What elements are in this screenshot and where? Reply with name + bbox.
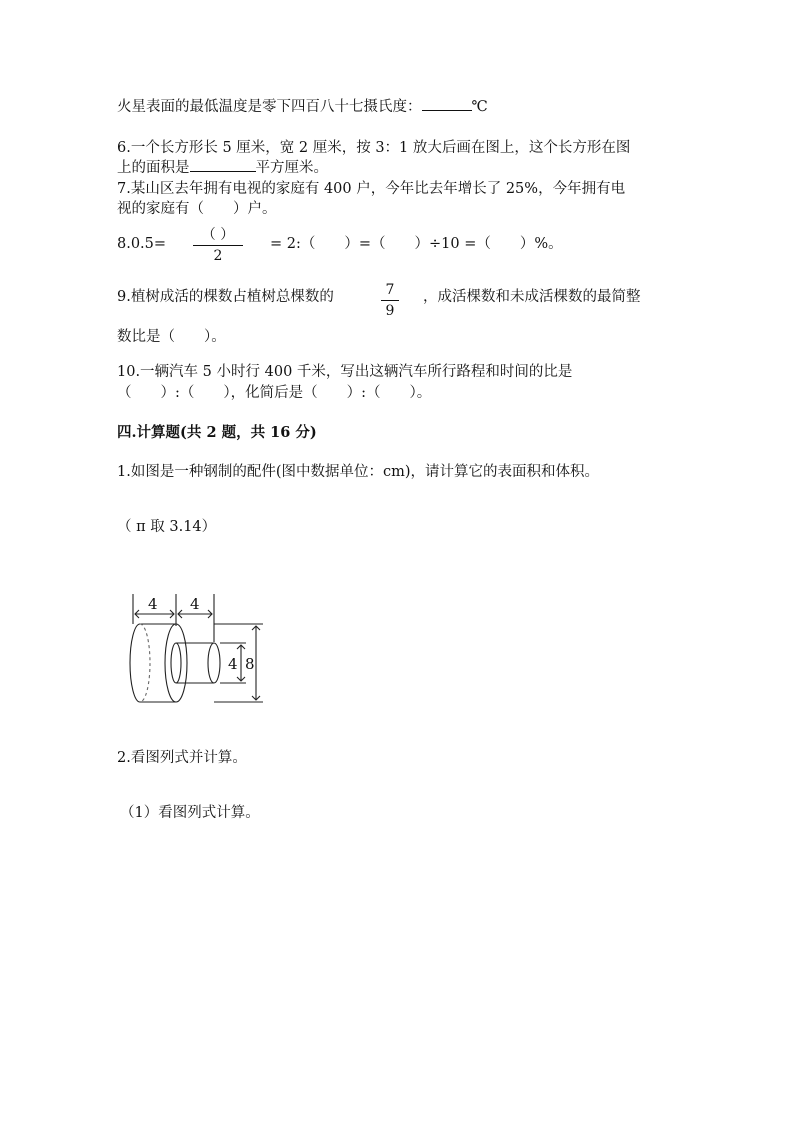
fig-label-len2: 4 <box>190 595 200 613</box>
q7-line1: 7.某山区去年拥有电视的家庭有 400 户，今年比去年增长了 25%，今年拥有电 <box>117 181 626 197</box>
q9-frac-num: 7 <box>385 282 395 298</box>
q9-frac-den: 9 <box>385 303 395 319</box>
q9-post: ，成活棵数和未成活棵数的最简整 <box>423 289 641 305</box>
steel-part-figure <box>118 590 268 705</box>
q6-answer-blank[interactable] <box>190 171 256 172</box>
q10-line2: （ ）:（ ），化简后是（ ）:（ ）。 <box>117 385 432 401</box>
c2-text: 2.看图列式并计算。 <box>117 750 247 766</box>
q8-suffix: = 2:（ ）=（ ）÷10 =（ ）%。 <box>270 236 563 252</box>
q5-tail-line <box>117 97 488 117</box>
q6-line1: 6.一个长方形长 5 厘米，宽 2 厘米，按 3：1 放大后画在图上，这个长方形在图 <box>117 140 631 156</box>
q9-line2: 数比是（ ）。 <box>117 329 226 345</box>
fig-label-d-small: 4 <box>228 655 238 673</box>
fig-label-len1: 4 <box>148 595 158 613</box>
q9-frac-bar <box>381 300 399 301</box>
q8-frac-den: 2 <box>213 248 223 264</box>
q5-answer-blank[interactable] <box>422 110 472 111</box>
q9-fraction <box>381 281 399 320</box>
q8-prefix: 8.0.5= <box>117 236 167 252</box>
q8-fraction <box>193 226 243 265</box>
q8-frac-bar <box>193 245 243 246</box>
q9-pre: 9.植树成活的棵数占植树总棵数的 <box>117 289 334 305</box>
q6-line2-pre: 上的面积是 <box>117 160 190 176</box>
c2-sub: （1）看图列式计算。 <box>120 805 260 821</box>
section4-title: 四.计算题(共 2 题，共 16 分) <box>117 424 317 441</box>
c1-text: 1.如图是一种钢制的配件(图中数据单位：cm)，请计算它的表面积和体积。 <box>117 464 600 480</box>
c1-note: （ π 取 3.14） <box>117 519 217 535</box>
q6-line2 <box>117 158 328 178</box>
q5-text: 火星表面的最低温度是零下四百八十七摄氏度： <box>117 99 422 115</box>
q8-frac-num[interactable]: （ ） <box>201 227 235 243</box>
q5-unit: ℃ <box>471 99 488 115</box>
q6-line2-post: 平方厘米。 <box>255 160 328 176</box>
q7-line2: 视的家庭有（ ）户。 <box>117 201 277 217</box>
fig-label-d-big: 8 <box>245 655 255 673</box>
q10-line1: 10.一辆汽车 5 小时行 400 千米，写出这辆汽车所行路程和时间的比是 <box>117 364 573 380</box>
